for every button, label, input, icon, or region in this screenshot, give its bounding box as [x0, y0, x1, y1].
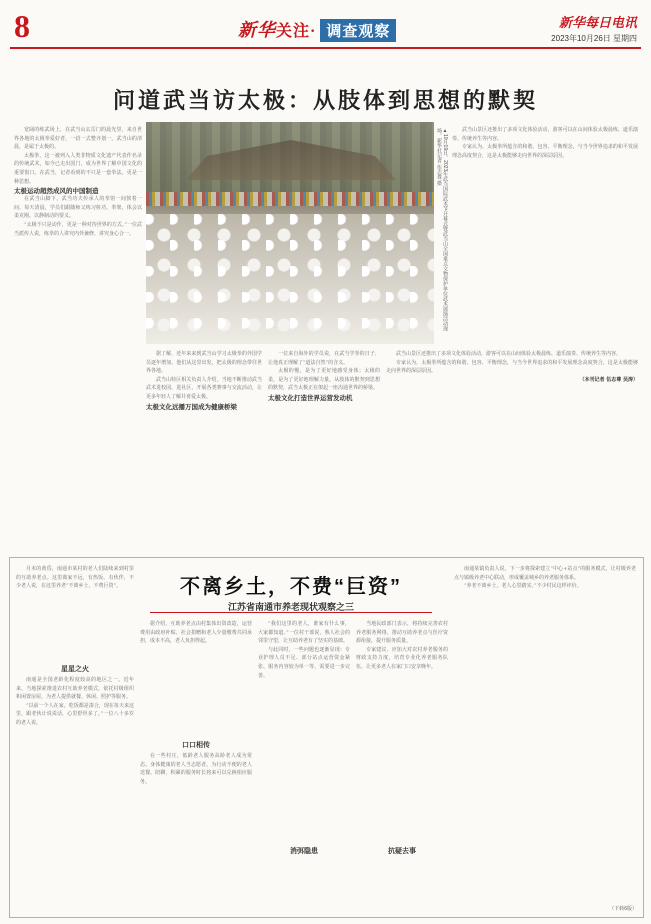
photo-caption: ▲10月19日，2023年武当国际武术节开幕式暨武当山全国重点文物保护单位武术展演活动现场。新华社记者 伍志尊 摄	[436, 128, 448, 332]
article1-column-4	[386, 350, 638, 546]
paragraph: “太极不只是动作，更是一种对待世界的方式。”一位武当派传人说，练拳的人讲究内外兼修，讲究身心合一。	[14, 221, 142, 237]
masthead	[551, 12, 637, 44]
paragraph: 武当山特区相关负责人介绍，当地不断推动武当武术进校园、进社区，开展各类赛事与交流活动，让更多年轻人了解并喜爱太极。	[146, 376, 262, 400]
article1-subheading-3: 太极文化打造世界运营发动机	[268, 394, 353, 402]
paragraph: 据介绍，互助养老点由村集体出资改造，运营费用由政府补贴、社会捐赠和老人少量缴费共同承担，成本不高，老人负担得起。	[140, 621, 252, 645]
article2-intro	[16, 565, 134, 655]
paragraph: 南通是全国老龄化程度较高的地区之一。近年来，当地探索推进农村互助养老模式，依托村级组织和闲置房屋，为老人提供就餐、休闲、照护等服务。	[16, 677, 134, 701]
article1-byline: （本刊记者 伍志尊 吴涛）	[579, 376, 638, 383]
article2-column-3	[258, 620, 350, 902]
paragraph: 月末的黄昏，南通市某村的老人们陆续来到村里的互助养老点。这里离家不远，有热饭、有伙伴，不少老人说，在这里养老“不离乡土，不费巨资”。	[16, 566, 134, 590]
article2-column-5	[454, 565, 636, 900]
paragraph: 宽阔的练武场上，在武当山玄岳门的晨光里，来自世界各地的太极拳爱好者，一招一式整齐划一。武当山的清晨，是属于太极的。	[14, 127, 142, 151]
brand-focus: 关注·	[276, 23, 317, 40]
header-rule	[10, 47, 641, 49]
page-number: 8	[14, 8, 30, 44]
article2-headline: 不离乡土，不费“巨资”	[180, 576, 402, 598]
paragraph: “我们这里的老人，谁家有什么事，大家都知道。”一位村干部说，熟人社会的邻里守望，让互助养老有了坚实的基础。	[258, 621, 350, 645]
article1-headline: 问道武当访太极：从肢体到思想的默契	[112, 88, 538, 113]
article2-subhead: 江苏省南通市养老现状观察之三	[227, 602, 354, 612]
article1-column-right-top	[452, 126, 638, 344]
paragraph: 一位来自海外的学员说，在武当学拳的日子，让他真正理解了“道法自然”的含义。	[268, 351, 380, 366]
paragraph: 当地民政部门表示，将持续完善农村养老服务网络，推动互助养老点与医疗资源衔接，提升服务质量。	[356, 621, 448, 645]
article2-subheading-3: 消弭隐患	[290, 848, 318, 855]
paragraph: 专家建议，应加大对农村养老服务的财政支持力度，培育专业化养老服务队伍，让更多老人在家门口安享晚年。	[356, 646, 448, 670]
paragraph: “以前一个人在家，吃饭都是凑合，现在每天来这里，跟老伙计说说话，心里舒坦多了。”一位八十多岁的老人说。	[16, 702, 134, 726]
paragraph: 专家认为，太极拳所蕴含的和谐、包容、平衡理念，与当今世界追求的和平发展理念高度契合，这是太极能够走向世界的深层原因。	[452, 144, 638, 159]
article2-column-1	[16, 676, 134, 904]
masthead-name: 新华每日电讯	[558, 15, 637, 30]
paragraph: “养老不离乡土，老人心里踏实。”不少村民这样评价。	[464, 583, 582, 590]
paragraph: 专家认为，太极拳所蕴含的和谐、包容、平衡理念，与当今世界追求的和平发展理念高度契合，这是太极能够走向世界的深层原因。	[386, 359, 638, 375]
article1-subheading-2: 太极文化远播万国成为健康桥梁	[146, 403, 237, 411]
article2-column-4	[356, 620, 448, 902]
paragraph: 与此同时，一些问题也逐渐显现：专业护理人员不足、部分站点运营资金紧张、服务内容较为单一等，需要进一步完善。	[258, 646, 350, 679]
article2-column-2	[140, 752, 252, 902]
paragraph: 在一些村庄，低龄老人服务高龄老人成为常态。身体健康的老人当志愿者，为行动不便的老人送餐、陪聊，积累的服务时长将来可以兑换相应服务。	[140, 753, 252, 785]
section-title: 调查观察	[320, 19, 396, 42]
brand-name: 新华	[238, 20, 276, 40]
paragraph: 武当山景区还推出了多项文化体验活动，游客可以在山间体验太极晨练、道乐演奏、传统养生等内容。	[452, 127, 638, 142]
article2-column-2-top	[140, 620, 252, 740]
paragraph: 据了解，近年来来到武当山学习太极拳的外国学员逐年增加。他们从这里出发，把太极的理念带往世界各地。	[146, 351, 262, 375]
article1-photo	[146, 122, 434, 344]
article2-subheading-1: 星星之火	[61, 666, 89, 673]
issue-date: 2023年10月26日 星期四	[551, 34, 637, 43]
article2-subheading-2: 口口相传	[182, 742, 210, 749]
section-brand	[238, 16, 396, 42]
paragraph: 南通某镇负责人说，下一步将探索建立“中心+站点”的服务模式，让村级养老点与镇级养老中心联动，形成覆盖城乡的养老服务体系。	[454, 566, 636, 581]
article2-rule	[150, 612, 432, 613]
article1-column-1	[14, 126, 142, 546]
article2-subheading-4: 抗疑去事	[388, 848, 416, 855]
continued-note: （下转6版）	[609, 906, 637, 912]
paragraph: 武当山景区还推出了多项文化体验活动，游客可以在山间体验太极晨练、道乐演奏、传统养生等内容。	[396, 351, 622, 357]
paragraph: 在武当山脚下，武当功夫传承人的拳馆一间挨着一间。每天清晨，学员们跟随师父练习桩功、拳架，体会以柔克刚、以静制动的要义。	[14, 196, 142, 220]
article1-column-3	[268, 350, 380, 546]
photo-crowd	[146, 214, 434, 344]
paragraph: 太极的慢，是为了更好地感受身体；太极的柔，是为了更好地理解力量。从肢体的默契到思想的默契，武当太极正在架起一座沟通世界的桥梁。	[268, 368, 380, 392]
photo-flags	[146, 192, 434, 206]
article1-subheading-1: 太极运动超然成风的中国制造	[14, 188, 99, 196]
paragraph: 太极拳，这一被列入人类非物质文化遗产代表作名录的传统武术，如今已走出国门，成为世界了解中国文化的重要窗口。在武当，记者看到的不只是一套拳法，更是一种思想。	[14, 152, 142, 185]
page-header	[0, 8, 651, 48]
article1-column-2	[146, 350, 262, 546]
